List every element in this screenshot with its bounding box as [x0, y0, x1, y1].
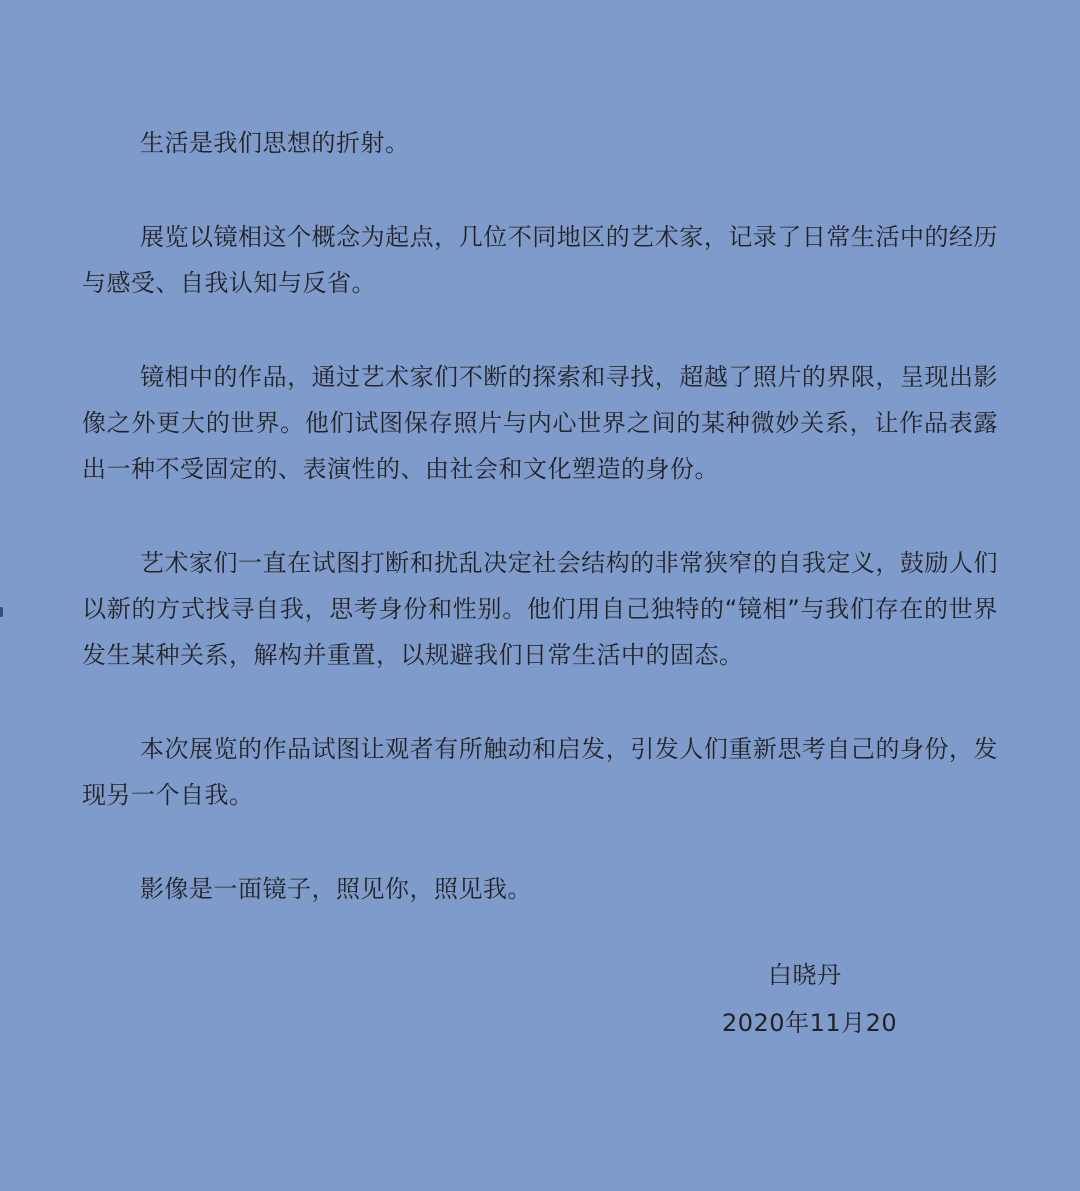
author-name: 白晓丹: [768, 961, 842, 989]
paragraph-works-description: 镜相中的作品，通过艺术家们不断的探索和寻找，超越了照片的界限，呈现出影像之外更大的世界。他们试图保存照片与内心世界之间的某种微妙关系，让作品表露出一种不受固定的、表演性的、由社会和文化塑造的身份。: [82, 363, 998, 483]
paragraph-intro: 生活是我们思想的折射。: [140, 129, 410, 157]
statement-date: 2020年11月20: [722, 1009, 898, 1037]
paragraph-artists-intent: 艺术家们一直在试图打断和扰乱决定社会结构的非常狭窄的自我定义，鼓励人们以新的方式找寻自我，思考身份和性别。他们用自己独特的“镜相”与我们存在的世界发生某种关系，解构并重置，以规避我们日常生活中的固态。: [82, 549, 998, 669]
paragraph-exhibition-goal: 本次展览的作品试图让观者有所触动和启发，引发人们重新思考自己的身份，发现另一个自我。: [82, 735, 998, 809]
left-edge-mark: [0, 607, 3, 617]
paragraph-exhibition-concept: 展览以镜相这个概念为起点，几位不同地区的艺术家，记录了日常生活中的经历与感受、自我认知与反省。: [82, 223, 998, 297]
paragraph-closing: 影像是一面镜子，照见你，照见我。: [140, 875, 532, 903]
